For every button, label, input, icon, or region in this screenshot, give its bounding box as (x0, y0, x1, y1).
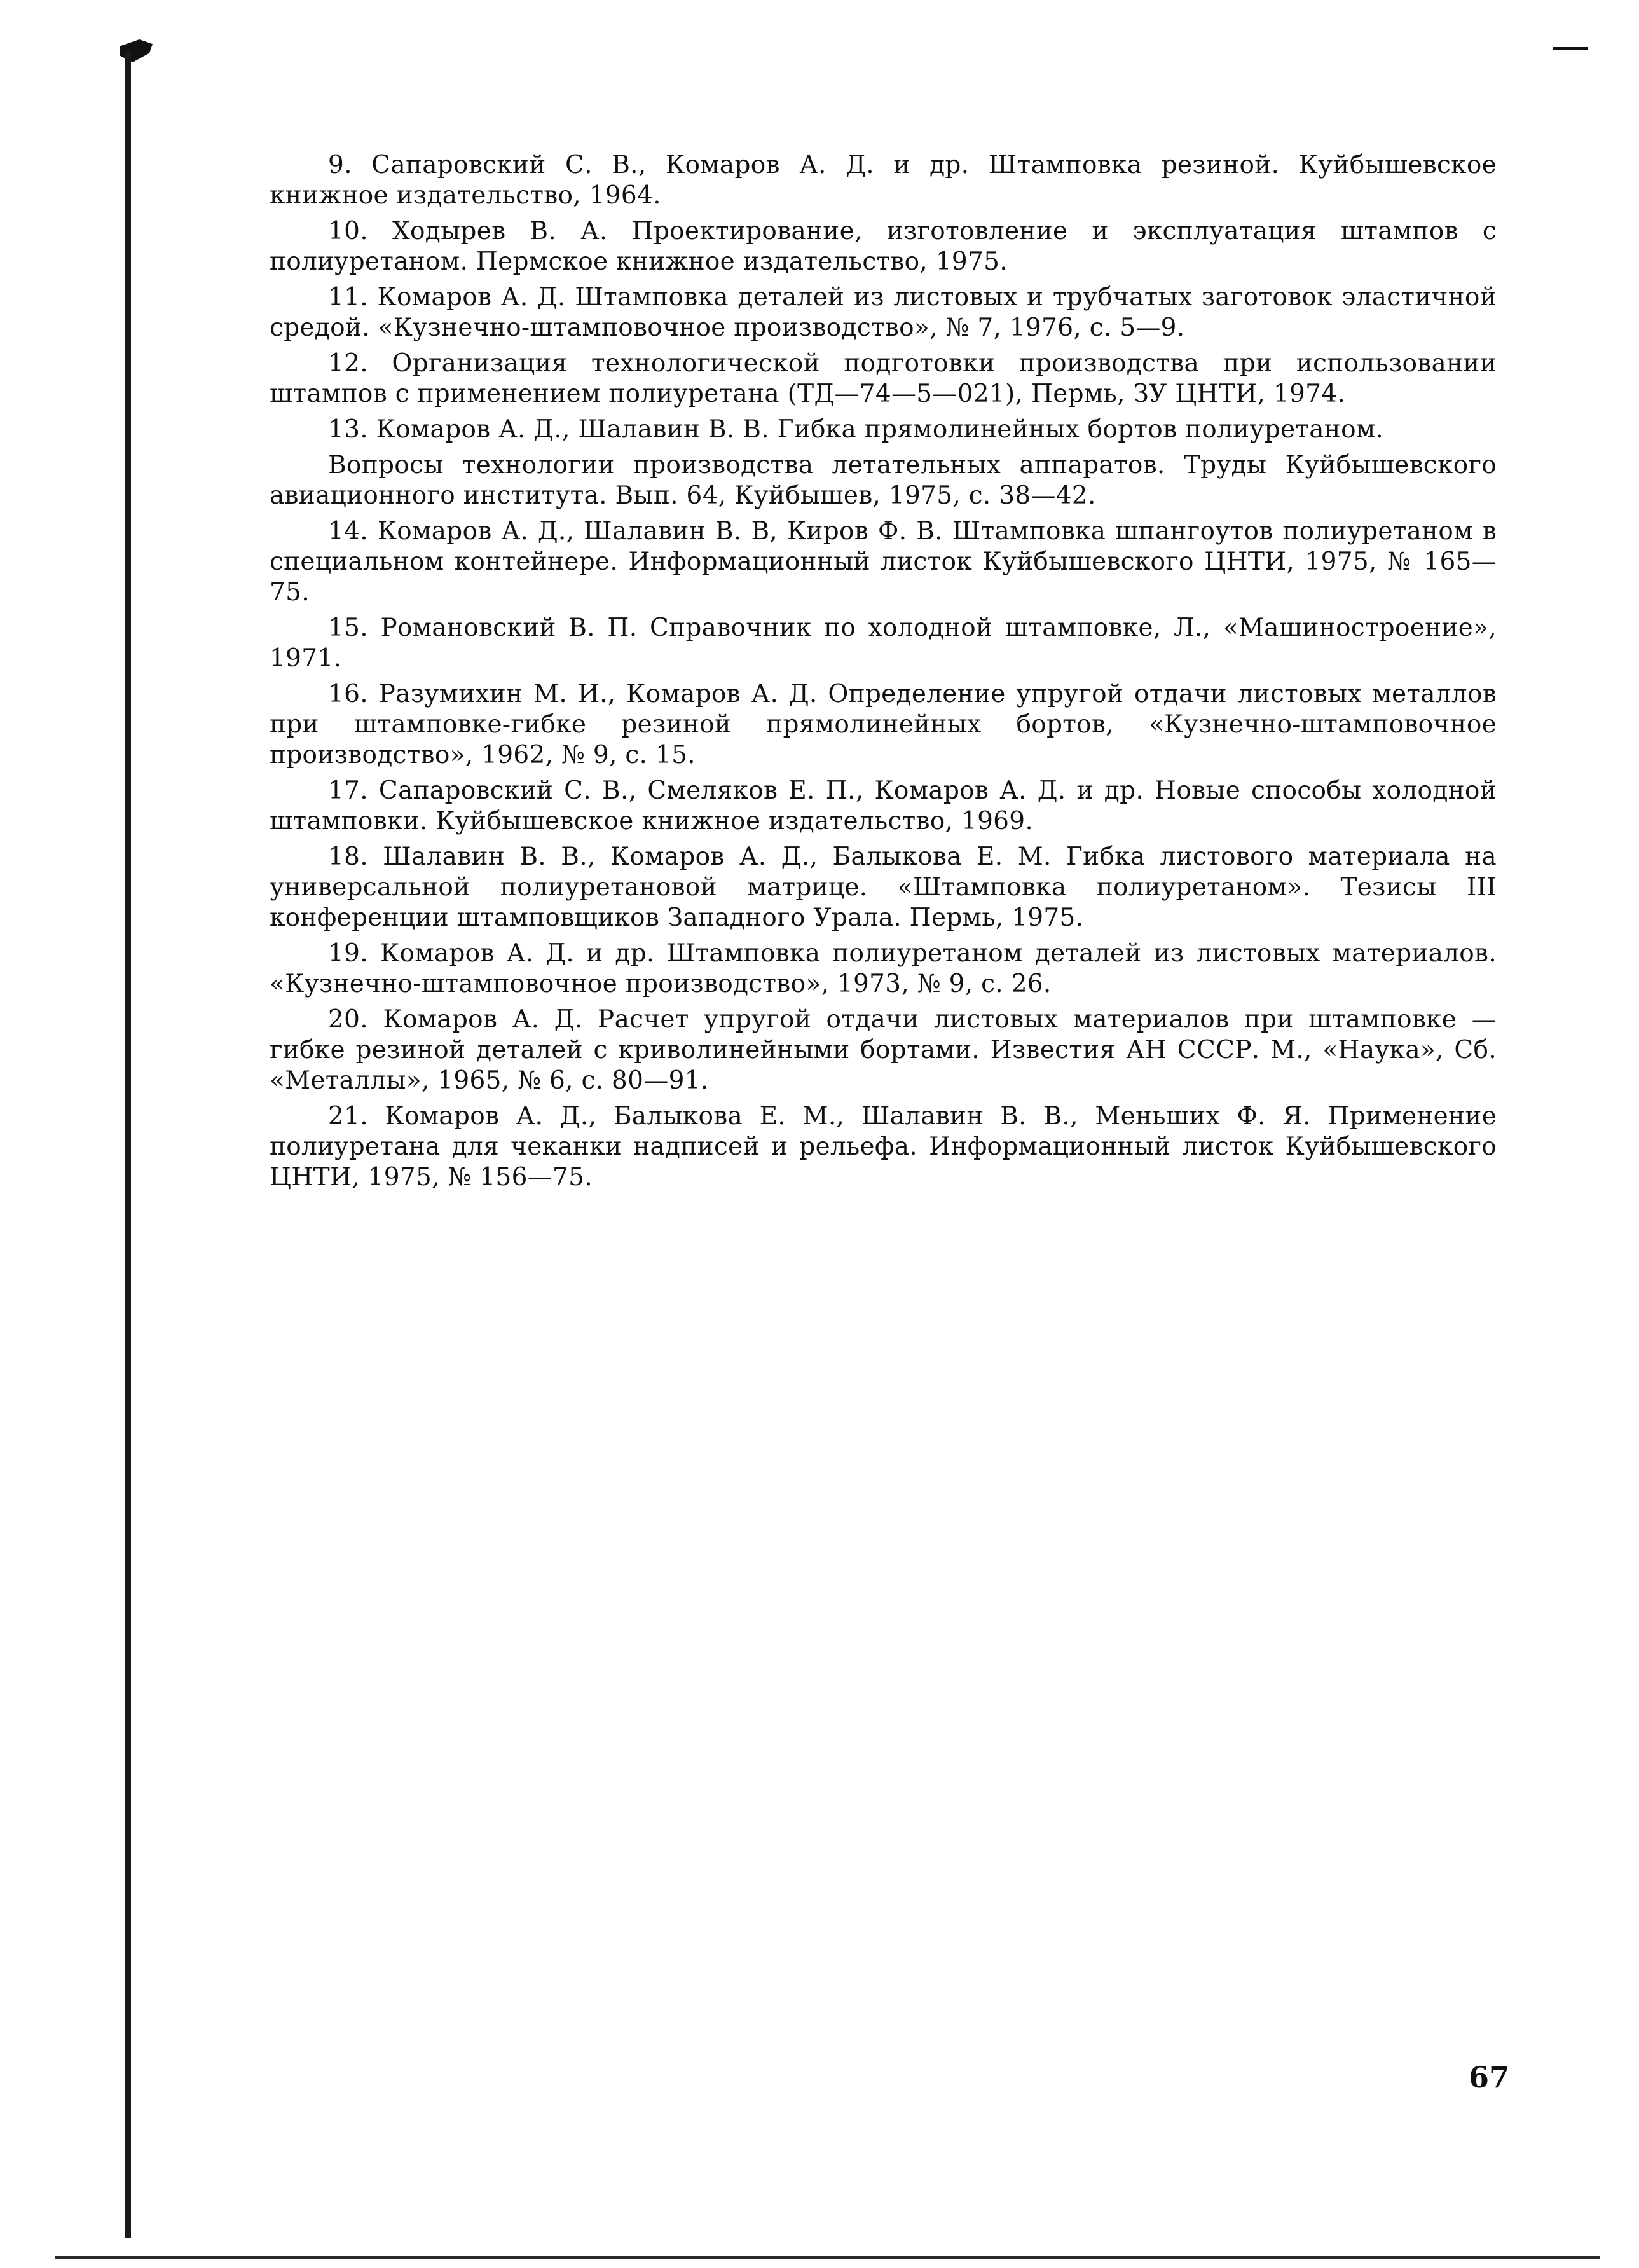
reference-entry-17: 17. Сапаровский С. В., Смеляков Е. П., Комаров А. Д. и др. Новые способы холодной штамповки. Куйбышевское книжное издательство, 1969. (270, 776, 1497, 835)
reference-entry-18: 18. Шалавин В. В., Комаров А. Д., Балыкова Е. М. Гибка листового материала на универсальной полиуретановой матрице. «Штамповка полиуретаном». Тезисы III конференции штамповщиков Западного Урала. Пермь, 1975. (270, 842, 1497, 932)
reference-entry-13: 13. Комаров А. Д., Шалавин В. В. Гибка прямолинейных бортов полиуретаном. (328, 415, 1384, 444)
page-left-edge-rule (125, 51, 131, 2238)
page-number: 67 (1469, 2060, 1510, 2094)
scan-artifact-dash (1553, 47, 1588, 50)
reference-entry-21: 21. Комаров А. Д., Балыкова Е. М., Шалавин В. В., Меньших Ф. Я. Применение полиуретана для чеканки надписей и рельефа. Информационный листок Куйбышевского ЦНТИ, 1975, № 156—75. (270, 1102, 1497, 1192)
reference-entry-19: 19. Комаров А. Д. и др. Штамповка полиуретаном деталей из листовых материалов. «Кузнечно-штамповочное производство», 1973, № 9, с. 26. (270, 939, 1497, 998)
reference-entry-14: 14. Комаров А. Д., Шалавин В. В, Киров Ф. В. Штамповка шпангоутов полиуретаном в специальном контейнере. Информационный листок Куйбышевского ЦНТИ, 1975, № 165—75. (270, 517, 1497, 607)
reference-list (270, 150, 1497, 1198)
reference-entry-16: 16. Разумихин М. И., Комаров А. Д. Определение упругой отдачи листовых металлов при штамповке-гибке резиной прямолинейных бортов, «Кузнечно-штамповочное производство», 1962, № 9, с. 15. (270, 680, 1497, 769)
reference-entry-20: 20. Комаров А. Д. Расчет упругой отдачи листовых материалов при штамповке — гибке резиной деталей с криволинейными бортами. Известия АН СССР. М., «Наука», Сб. «Металлы», 1965, № 6, с. 80—91. (270, 1005, 1497, 1095)
reference-entry-13-continuation: Вопросы технологии производства летательных аппаратов. Труды Куйбышевского авиационного института. Вып. 64, Куйбышев, 1975, с. 38—42. (270, 451, 1497, 510)
reference-entry-11: 11. Комаров А. Д. Штамповка деталей из листовых и трубчатых заготовок эластичной средой. «Кузнечно-штамповочное производство», № 7, 1976, с. 5—9. (270, 283, 1497, 342)
reference-entry-15: 15. Романовский В. П. Справочник по холодной штамповке, Л., «Машиностроение», 1971. (270, 614, 1497, 673)
page-bottom-edge-rule (55, 2256, 1600, 2259)
reference-entry-12: 12. Организация технологической подготовки производства при использовании штампов с применением полиуретана (ТД—74—5—021), Пермь, ЗУ ЦНТИ, 1974. (270, 349, 1497, 408)
reference-entry-10: 10. Ходырев В. А. Проектирование, изготовление и эксплуатация штампов с полиуретаном. Пермское книжное издательство, 1975. (270, 217, 1497, 276)
reference-entry-9: 9. Сапаровский С. В., Комаров А. Д. и др. Штамповка резиной. Куйбышевское книжное издательство, 1964. (270, 151, 1497, 210)
